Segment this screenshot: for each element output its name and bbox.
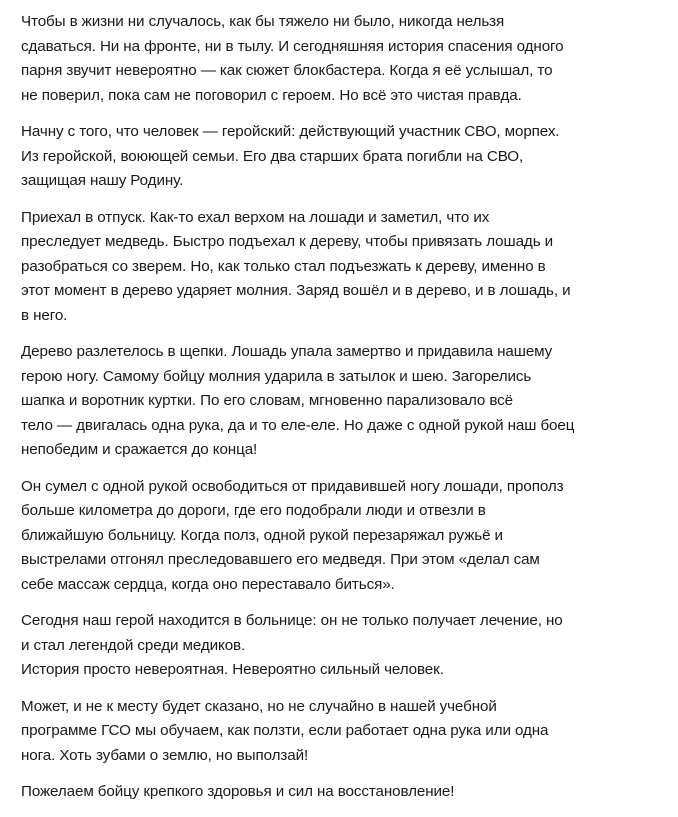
text-line: Может, и не к месту будет сказано, но не случайно в нашей учебной — [21, 697, 497, 715]
text-line: этот момент в дерево ударяет молния. Заряд вошёл и в дерево, и в лошадь, и — [21, 282, 571, 299]
paragraph-intro — [21, 10, 667, 108]
text-line: не поверил, пока сам не поговорил с героем. Но всё это чистая правда. — [21, 86, 522, 104]
text-line: парня звучит невероятно — как сюжет блокбастера. Когда я её услышал, то — [21, 62, 553, 79]
text-line: Приехал в отпуск. Как-то ехал верхом на лошади и заметил, что их — [21, 208, 490, 226]
paragraph-escape — [21, 475, 667, 598]
text-line: Пожелаем бойцу крепкого здоровья и сил на восстановление! — [21, 783, 455, 800]
paragraph-lightning-strike — [21, 206, 667, 329]
text-line: шапка и воротник куртки. По его словам, мгновенно парализовало всё — [21, 392, 513, 409]
text-line: выстрелами отгонял преследовавшего его медведя. При этом «делал сам — [21, 551, 540, 568]
text-line: программе ГСО мы обучаем, как ползти, если работает одна рука или одна — [21, 722, 549, 739]
text-line: Дерево разлетелось в щепки. Лошадь упала замертво и придавила нашему — [21, 343, 553, 360]
text-line: История просто невероятная. Невероятно сильный человек. — [21, 661, 444, 678]
text-line: ближайшую больницу. Когда полз, одной рукой перезаряжал ружьё и — [21, 526, 503, 544]
paragraph-hospital — [21, 609, 667, 683]
text-line: Начну с того, что человек — геройский: действующий участник СВО, морпех. — [21, 123, 560, 140]
paragraph-injuries — [21, 340, 667, 463]
text-line: преследует медведь. Быстро подъехал к дереву, чтобы привязать лошадь и — [21, 233, 554, 250]
text-line: в него. — [21, 306, 68, 324]
text-line: больше километра до дороги, где его подобрали люди и отвезли в — [21, 502, 486, 519]
text-line: разобраться со зверем. Но, как только стал подъезжать к дереву, именно в — [21, 257, 546, 275]
text-line: герою ногу. Самому бойцу молния ударила в затылок и шею. Загорелись — [21, 367, 532, 385]
paragraph-closing-wish — [21, 780, 667, 805]
text-line: защищая нашу Родину. — [21, 172, 184, 189]
text-line: Он сумел с одной рукой освободиться от придавившей ногу лошади, прополз — [21, 477, 564, 495]
article-body — [21, 10, 667, 817]
text-line: себе массаж сердца, когда оно переставало биться». — [21, 575, 395, 593]
text-line: и стал легендой среди медиков. — [21, 636, 246, 654]
text-line: сдаваться. Ни на фронте, ни в тылу. И сегодняшняя история спасения одного — [21, 37, 564, 55]
paragraph-training-program — [21, 695, 667, 769]
text-line: непобедим и сражается до конца! — [21, 441, 258, 458]
text-line: тело — двигалась одна рука, да и то еле-еле. Но даже с одной рукой наш боец — [21, 416, 575, 434]
text-line: нога. Хоть зубами о землю, но выползай! — [21, 746, 309, 764]
paragraph-hero-background — [21, 120, 667, 194]
text-line: Из геройской, воюющей семьи. Его два старших брата погибли на СВО, — [21, 147, 524, 165]
text-line: Сегодня наш герой находится в больнице: он не только получает лечение, но — [21, 612, 563, 629]
text-line: Чтобы в жизни ни случалось, как бы тяжело ни было, никогда нельзя — [21, 13, 505, 30]
